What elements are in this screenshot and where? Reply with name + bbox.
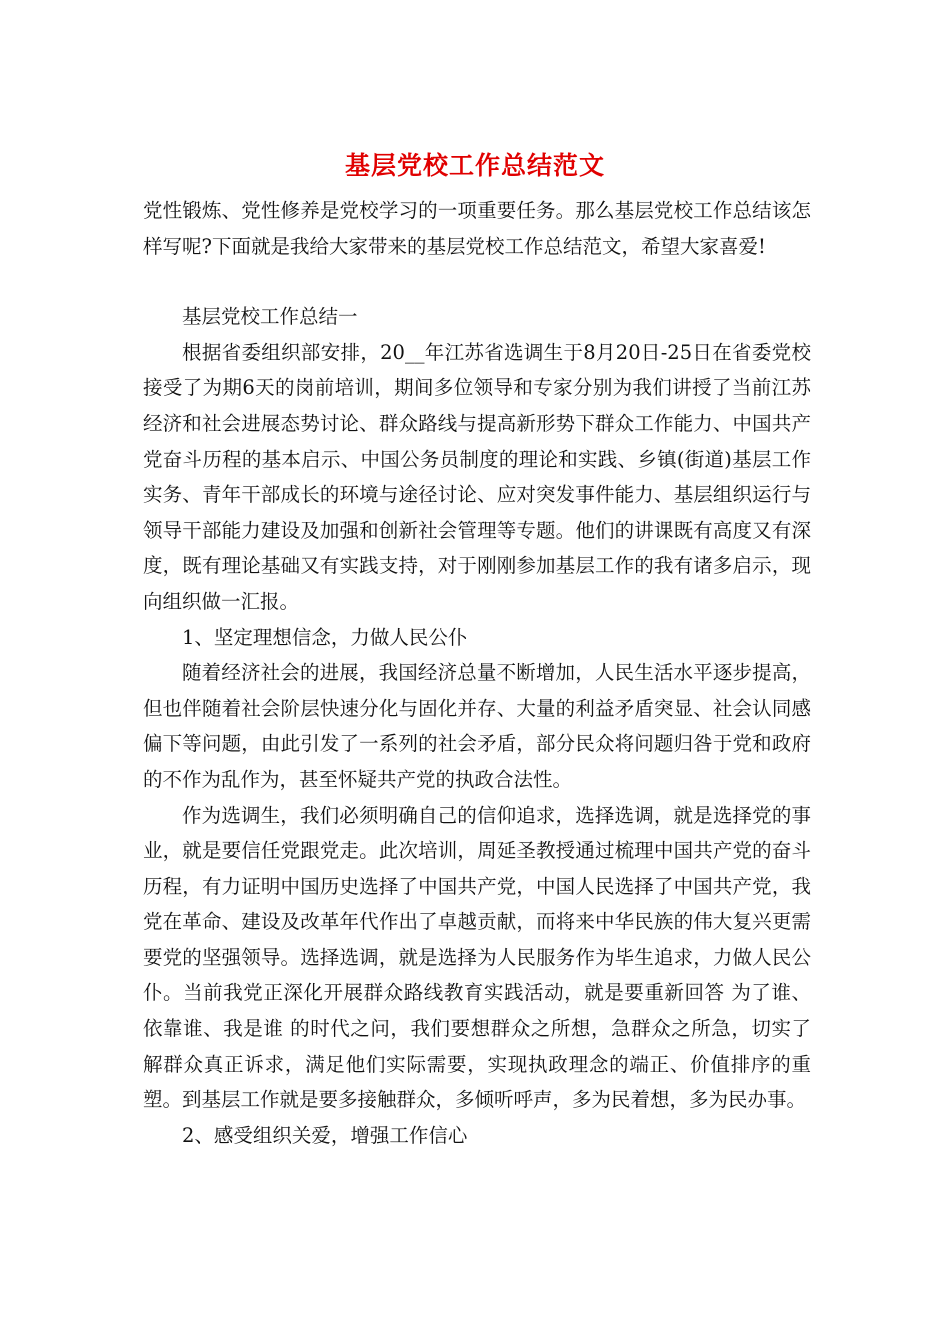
body-paragraph: 随着经济社会的进展，我国经济总量不断增加，人民生活水平逐步提高，但也伴随着社会阶层快速分化与固化并存、大量的利益矛盾突显、社会认同感偏下等问题，由此引发了一系列的社会矛盾，部分民众将问题归咎于党和政府的不作为乱作为，甚至怀疑共产党的执政合法性。 [143, 661, 811, 791]
subheading: 2、感受组织关爱，增强工作信心 [182, 1123, 468, 1147]
document-body [143, 193, 811, 1153]
document-title: 基层党校工作总结范文 [344, 151, 605, 180]
subheading: 1、坚定理想信念，力做人民公仆 [182, 625, 468, 649]
paragraph-spacer [143, 264, 811, 299]
body-paragraph: 作为选调生，我们必须明确自己的信仰追求，选择选调，就是选择党的事业，就是要信任党跟党走。此次培训，周延圣教授通过梳理中国共产党的奋斗历程，有力证明中国历史选择了中国共产党，中国人民选择了中国共产党，我党在革命、建设及改革年代作出了卓越贡献，而将来中华民族的伟大复兴更需要党的坚强领导。选择选调，就是选择为人民服务作为毕生追求，力做人民公仆。当前我党正深化开展群众路线教育实践活动，就是要重新回答 为了谁、依靠谁、我是谁 的时代之问，我们要想群众之所想，急群众之所急，切实了解群众真正诉求，满足他们实际需要，实现执政理念的端正、价值排序的重塑。到基层工作就是要多接触群众，多倾听呼声，多为民着想，多为民办事。 [143, 803, 811, 1112]
body-paragraph: 根据省委组织部安排，20__年江苏省选调生于8月20日-25日在省委党校接受了为期6天的岗前培训，期间多位领导和专家分别为我们讲授了当前江苏经济和社会进展态势讨论、群众路线与提高新形势下群众工作能力、中国共产党奋斗历程的基本启示、中国公务员制度的理论和实践、乡镇(街道)基层工作实务、青年干部成长的环境与途径讨论、应对突发事件能力、基层组织运行与领导干部能力建设及加强和创新社会管理等专题。他们的讲课既有高度又有深度，既有理论基础又有实践支持，对于刚刚参加基层工作的我有诸多启示，现向组织做一汇报。 [143, 340, 811, 613]
section-heading: 基层党校工作总结一 [182, 305, 358, 329]
intro-paragraph: 党性锻炼、党性修养是党校学习的一项重要任务。那么基层党校工作总结该怎样写呢?下面就是我给大家带来的基层党校工作总结范文，希望大家喜爱! [143, 199, 811, 258]
